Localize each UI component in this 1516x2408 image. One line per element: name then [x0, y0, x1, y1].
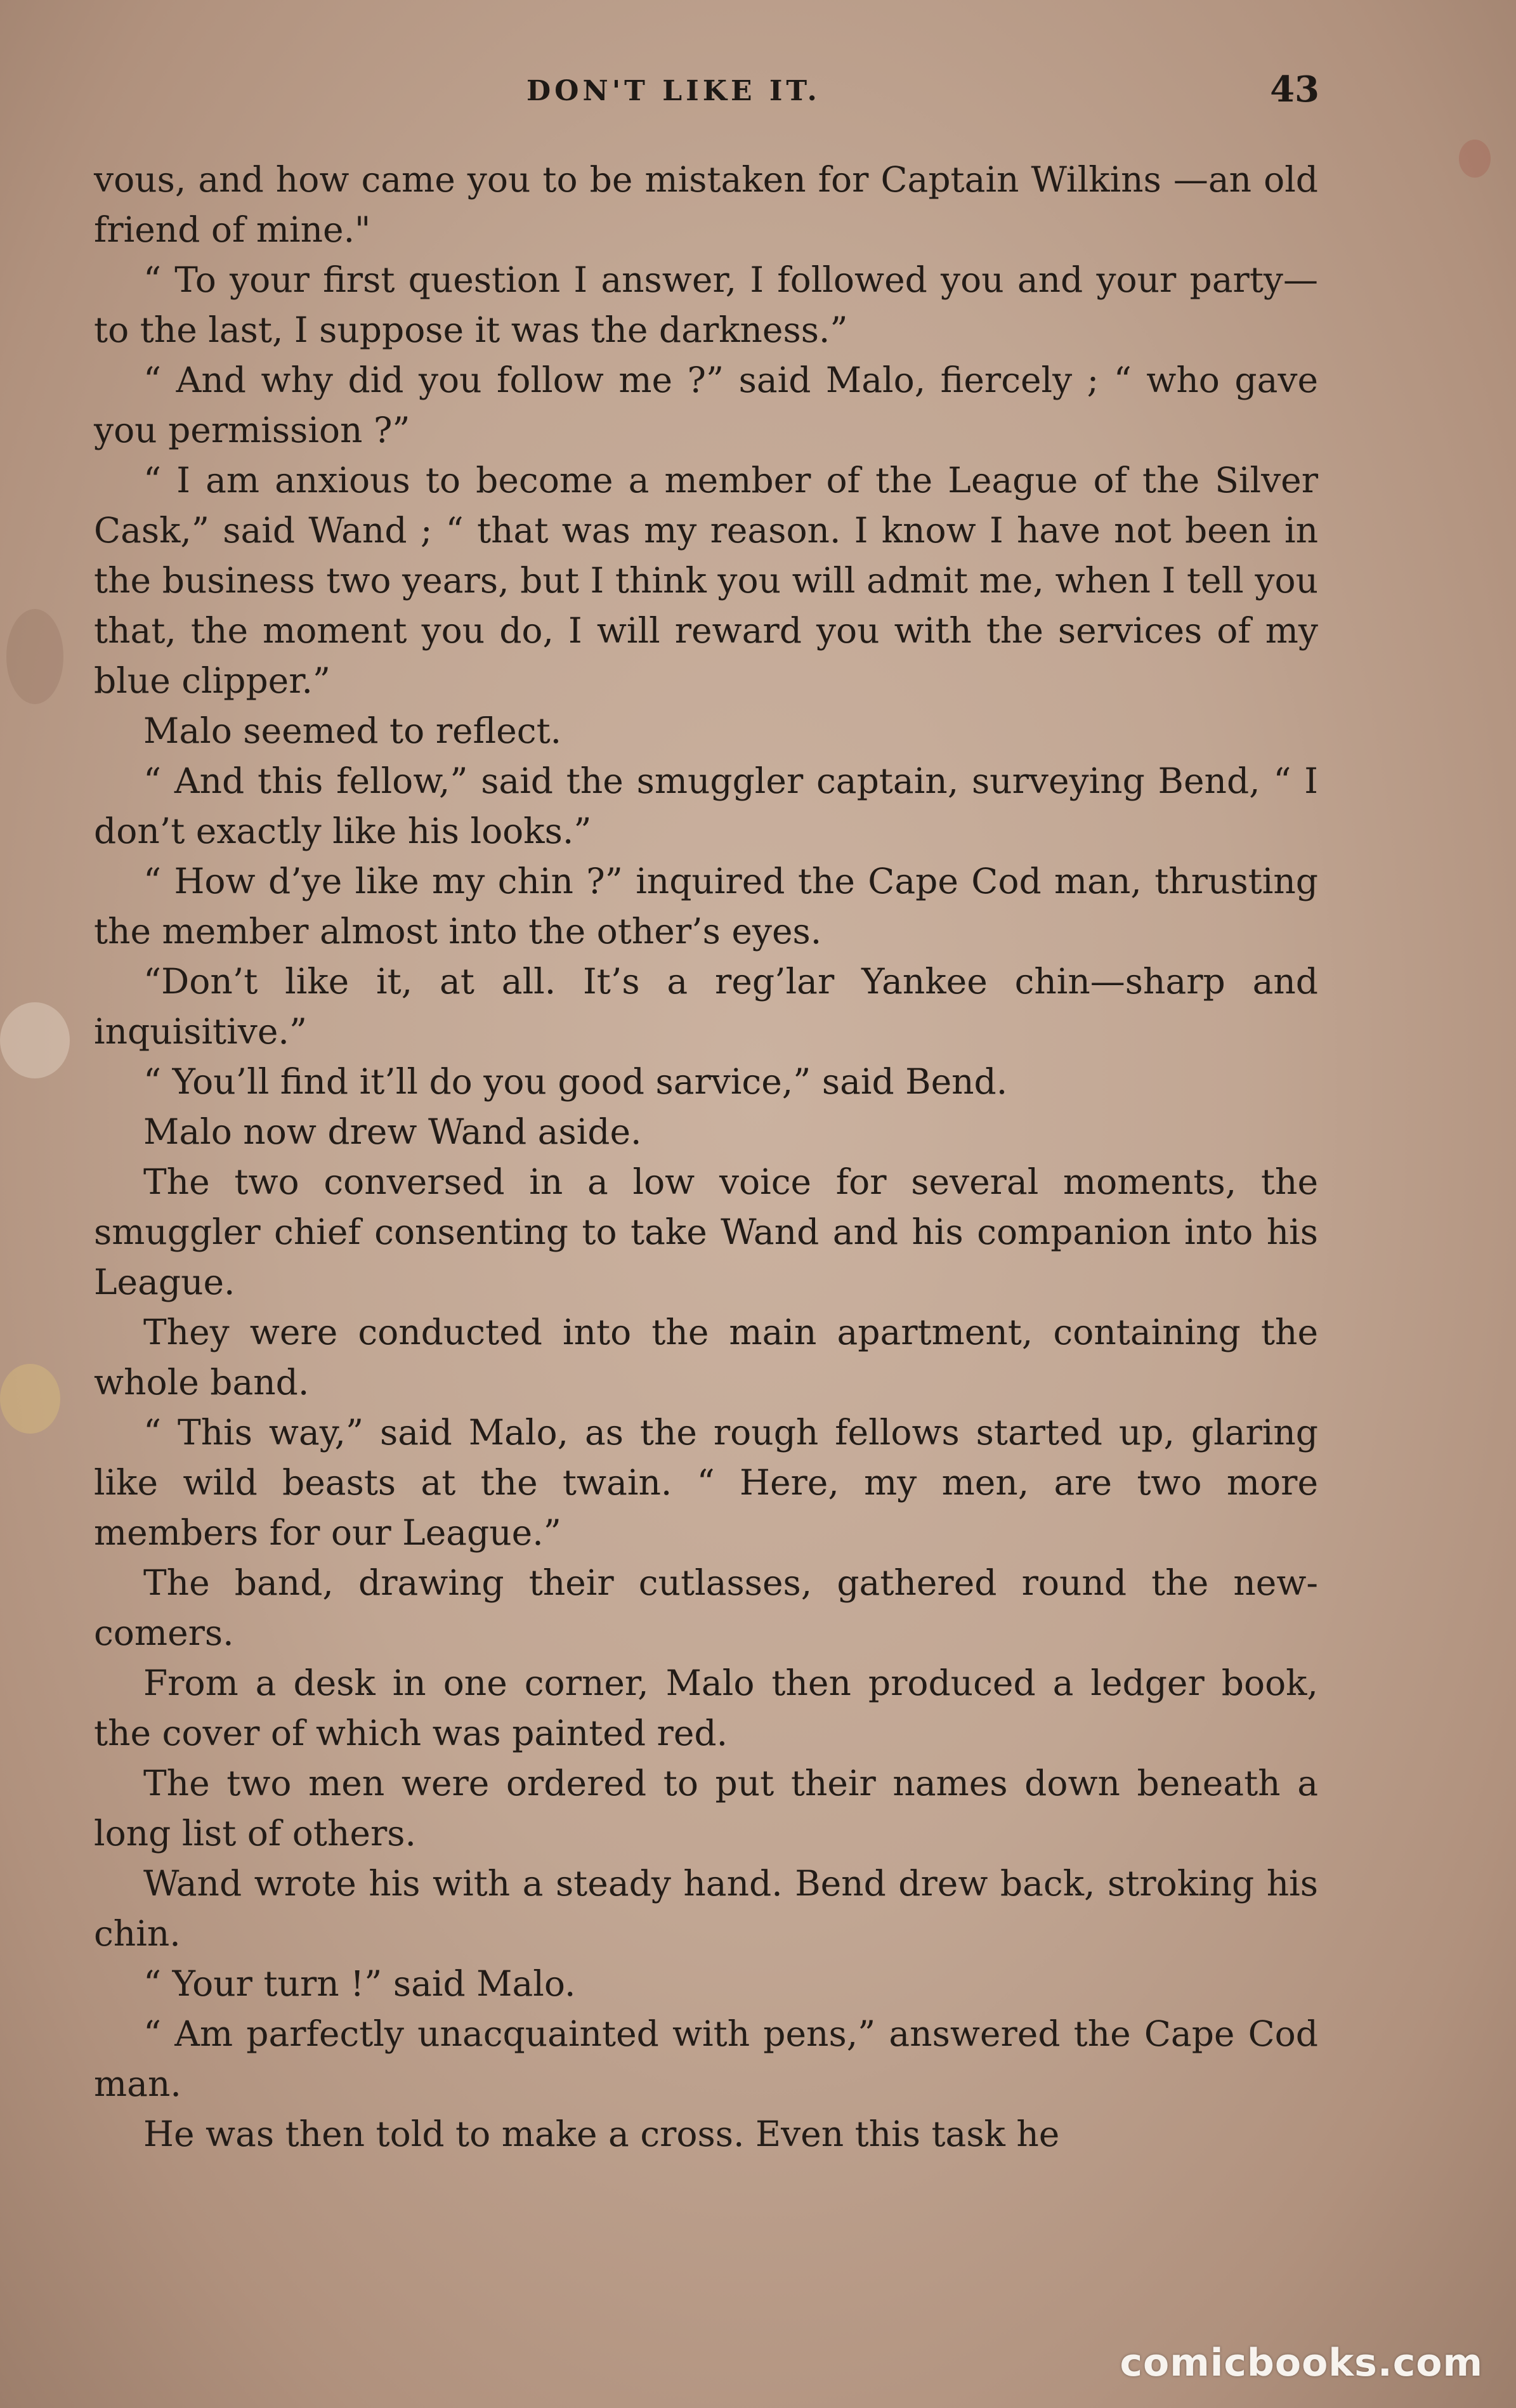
- paragraph: “ This way,” said Malo, as the rough fellows started up, glaring like wild beasts at the twain. “ Here, my men, are two more members for our League.”: [94, 1412, 1318, 1553]
- paragraph: The band, drawing their cutlasses, gathered round the new-comers.: [94, 1562, 1318, 1653]
- paragraph: “ How d’ye like my chin ?” inquired the Cape Cod man, thrusting the member almost into the other’s eyes.: [94, 861, 1318, 952]
- page-header: [95, 62, 1319, 119]
- paragraph: “ And why did you follow me ?” said Malo, fiercely ; “ who gave you permission ?”: [94, 360, 1318, 450]
- paragraph: The two conversed in a low voice for several moments, the smuggler chief consenting to take Wand and his companion into his League.: [94, 1161, 1318, 1302]
- watermark: comicbooks.com: [1120, 2341, 1483, 2385]
- page-stain: [1459, 140, 1491, 178]
- paragraph: “ I am anxious to become a member of the League of the Silver Cask,” said Wand ; “ that was my reason. I know I have not been in the business two years, but I think you will admit me, when I tell you that, the moment you do, I will reward you with the services of my blue clipper.”: [94, 460, 1318, 701]
- paragraph: “ Am parfectly unacquainted with pens,” answered the Cape Cod man.: [94, 2013, 1318, 2104]
- page-stain: [0, 1364, 60, 1434]
- page-number: 43: [1270, 69, 1319, 110]
- paragraph: “ And this fellow,” said the smuggler captain, surveying Bend, “ I don’t exactly like his looks.”: [94, 761, 1318, 851]
- paragraph: He was then told to make a cross. Even this task he: [143, 2114, 1060, 2154]
- paragraph: Malo now drew Wand aside.: [143, 1111, 642, 1152]
- running-head: DON'T LIKE IT.: [526, 75, 821, 107]
- paragraph: “ To your first question I answer, I followed you and your party—to the last, I suppose it was the darkness.”: [94, 259, 1318, 350]
- page-stain: [6, 609, 63, 704]
- paragraph: “ You’ll find it’ll do you good sarvice,” said Bend.: [143, 1061, 1008, 1102]
- paragraph: Wand wrote his with a steady hand. Bend drew back, stroking his chin.: [94, 1863, 1318, 1954]
- paragraph: The two men were ordered to put their names down beneath a long list of others.: [94, 1763, 1318, 1854]
- paragraph: “Don’t like it, at all. It’s a reg’lar Yankee chin—sharp and inquisitive.”: [94, 961, 1318, 1052]
- paragraph: vous, and how came you to be mistaken for Captain Wilkins —an old friend of mine.": [94, 159, 1318, 250]
- body-text: [94, 155, 1318, 2159]
- page-tear: [0, 1002, 70, 1078]
- paragraph: “ Your turn !” said Malo.: [143, 1963, 576, 2004]
- paragraph: They were conducted into the main apartment, containing the whole band.: [94, 1312, 1318, 1403]
- paragraph: Malo seemed to reflect.: [143, 710, 562, 751]
- paragraph: From a desk in one corner, Malo then produced a ledger book, the cover of which was painted red.: [94, 1663, 1318, 1753]
